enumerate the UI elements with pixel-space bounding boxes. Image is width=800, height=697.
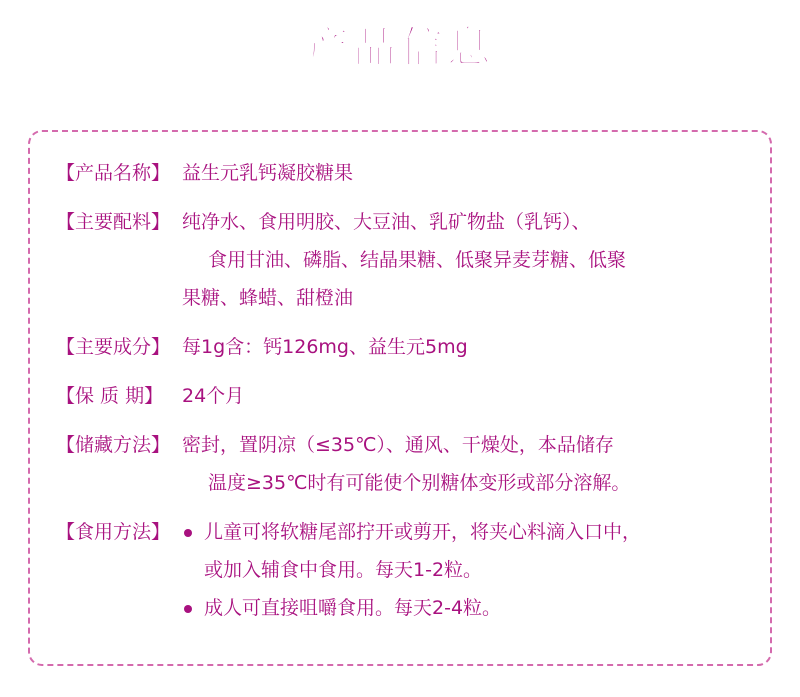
bullet-icon xyxy=(184,529,192,537)
info-row-shelf-life xyxy=(56,377,744,415)
value-line: 食用甘油、磷脂、结晶果糖、低聚异麦芽糖、低聚 xyxy=(208,249,627,271)
usage-list xyxy=(182,513,744,627)
row-value xyxy=(182,426,744,502)
info-row-ingredients xyxy=(56,203,744,317)
row-value xyxy=(182,377,744,415)
value-line: 益生元乳钙凝胶糖果 xyxy=(182,162,354,184)
bullet-icon xyxy=(184,605,192,613)
row-label: 【主要成分】 xyxy=(56,336,171,358)
info-row-product-name xyxy=(56,154,744,192)
row-value xyxy=(182,154,744,192)
row-label: 【主要配料】 xyxy=(56,211,171,233)
value-line: 密封，置阴凉（≤35℃）、通风、干燥处，本品储存 xyxy=(182,434,614,456)
row-label: 【保 质 期】 xyxy=(56,385,164,407)
page-title: 产品信息 xyxy=(306,23,494,73)
info-row-storage xyxy=(56,426,744,502)
info-row-usage xyxy=(56,513,744,627)
value-line: 纯净水、食用明胶、大豆油、乳矿物盐（乳钙）、 xyxy=(182,211,591,233)
value-line: 温度≥35℃时有可能使个别糖体变形或部分溶解。 xyxy=(208,472,631,494)
product-info-panel xyxy=(28,130,772,666)
row-value xyxy=(182,203,744,317)
value-line: 或加入辅食中食用。每天1-2粒。 xyxy=(204,559,483,581)
value-line: 儿童可将软糖尾部拧开或剪开，将夹心料滴入口中， xyxy=(204,521,642,543)
list-item xyxy=(182,513,744,589)
list-item xyxy=(182,589,744,627)
product-info-page xyxy=(0,22,800,697)
value-line: 果糖、蜂蜡、甜橙油 xyxy=(182,287,354,309)
value-line: 每1g含：钙126mg、益生元5mg xyxy=(182,336,468,358)
row-label: 【食用方法】 xyxy=(56,521,171,543)
value-line: 24个月 xyxy=(182,385,245,407)
row-label: 【储藏方法】 xyxy=(56,434,171,456)
row-label: 【产品名称】 xyxy=(56,162,171,184)
row-value xyxy=(182,328,744,366)
value-line: 成人可直接咀嚼食用。每天2-4粒。 xyxy=(204,597,502,619)
info-row-main-components xyxy=(56,328,744,366)
row-value xyxy=(182,513,744,627)
